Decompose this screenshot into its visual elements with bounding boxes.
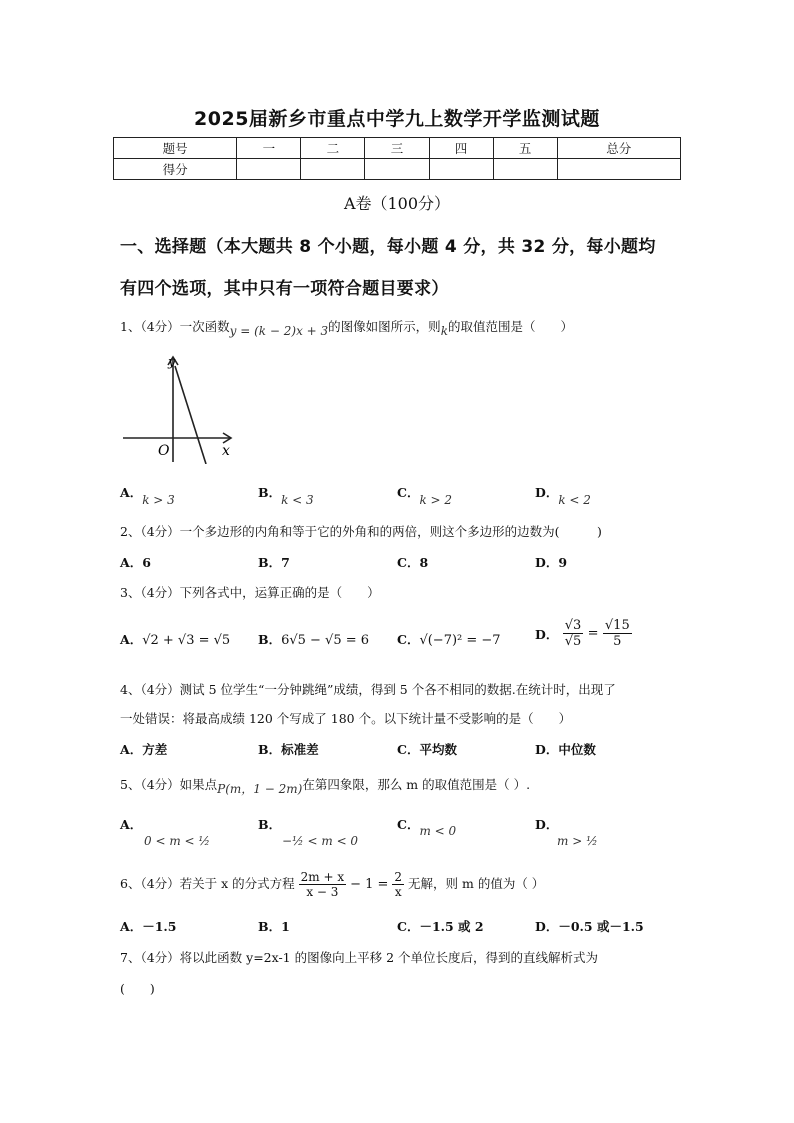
score-table bbox=[113, 137, 681, 180]
q2-option-b[interactable]: B．7 bbox=[258, 555, 290, 570]
q1-graph bbox=[118, 352, 238, 464]
x-axis-label: x bbox=[222, 443, 230, 459]
score-table-score-row bbox=[114, 159, 681, 180]
q1-option-d[interactable]: D．k < 2 bbox=[535, 485, 591, 507]
origin-label: O bbox=[158, 443, 170, 459]
score-header-cell: 一 bbox=[237, 138, 301, 159]
y-axis-label: y bbox=[168, 355, 176, 370]
q2-option-c[interactable]: C．8 bbox=[397, 555, 429, 570]
page-title: 2025届新乡市重点中学九上数学开学监测试题 bbox=[194, 108, 600, 130]
q1-option-c[interactable]: C．k > 2 bbox=[397, 485, 453, 507]
q1-var: k bbox=[440, 324, 448, 338]
q5-option-b[interactable]: B． −½ < m < 0 bbox=[258, 817, 359, 848]
q4-option-d[interactable]: D．中位数 bbox=[535, 742, 596, 757]
q1-option-a[interactable]: A．k > 3 bbox=[120, 485, 175, 507]
q6-prefix: 6、（4分）若关于 x 的分式方程 bbox=[120, 876, 295, 891]
question-3-stem: 3、（4分）下列各式中，运算正确的是（ ） bbox=[120, 585, 380, 600]
q6-minus-one: − 1 = bbox=[350, 877, 389, 892]
q5-prefix: 5、（4分）如果点 bbox=[120, 777, 218, 792]
score-header-cell: 总分 bbox=[557, 138, 680, 159]
score-cell[interactable] bbox=[237, 159, 301, 180]
q4-option-a[interactable]: A．方差 bbox=[120, 742, 168, 757]
score-table-header-row bbox=[114, 138, 681, 159]
score-cell[interactable] bbox=[557, 159, 680, 180]
q5-option-d[interactable]: D． m > ½ bbox=[535, 817, 598, 848]
q1-option-b[interactable]: B．k < 3 bbox=[258, 485, 314, 507]
q6-option-b[interactable]: B．1 bbox=[258, 919, 290, 934]
q4-option-b[interactable]: B．标准差 bbox=[258, 742, 319, 757]
q5-suffix: 在第四象限，那么 m 的取值范围是（ ）. bbox=[302, 777, 531, 792]
q6-option-d[interactable]: D．－0.5 或－1.5 bbox=[535, 919, 644, 934]
q1-prefix: 1、（4分）一次函数 bbox=[120, 319, 230, 334]
score-cell[interactable] bbox=[493, 159, 557, 180]
q1-formula: y = (k − 2)x + 3 bbox=[229, 324, 329, 338]
score-cell[interactable] bbox=[429, 159, 493, 180]
question-4-stem-line2: 一处错误：将最高成绩 120 个写成了 180 个。以下统计量不受影响的是（ ） bbox=[120, 711, 572, 726]
q6-suffix: 无解，则 m 的值为（ ） bbox=[408, 876, 545, 891]
q5-option-c[interactable]: C．m < 0 bbox=[397, 817, 457, 838]
question-2-stem: 2、（4分）一个多边形的内角和等于它的外角和的两倍，则这个多边形的边数为( ) bbox=[120, 524, 602, 539]
score-row-label: 得分 bbox=[114, 159, 237, 180]
question-6-stem bbox=[120, 870, 544, 899]
q3-option-b[interactable]: B．6√5 − √5 = 6 bbox=[258, 632, 370, 648]
score-header-cell: 四 bbox=[429, 138, 493, 159]
function-line bbox=[175, 366, 206, 464]
question-5-stem bbox=[120, 775, 531, 796]
score-header-cell: 五 bbox=[493, 138, 557, 159]
q2-option-a[interactable]: A．6 bbox=[120, 555, 151, 570]
score-header-cell: 二 bbox=[301, 138, 365, 159]
q2-option-d[interactable]: D．9 bbox=[535, 555, 568, 570]
score-cell[interactable] bbox=[365, 159, 429, 180]
score-cell[interactable] bbox=[301, 159, 365, 180]
q3-option-c[interactable]: C．√(−7)² = −7 bbox=[397, 632, 501, 648]
q1-suffix: 的取值范围是（ ） bbox=[447, 319, 573, 334]
question-7-stem-line2: ( ) bbox=[120, 981, 155, 996]
q3-option-d[interactable]: D． $\frac{√3}{√5}$ = $\frac{√15}{5}$ bbox=[535, 618, 630, 649]
score-header-cell: 题号 bbox=[114, 138, 237, 159]
q6-fraction-1: $\frac{2m + x}{x - 3}$ bbox=[300, 870, 345, 899]
question-4-stem-line1: 4、（4分）测试 5 位学生“一分钟跳绳”成绩，得到 5 个各不相同的数据.在统计时，出现了 bbox=[120, 682, 616, 697]
question-1-stem bbox=[120, 317, 573, 338]
score-header-cell: 三 bbox=[365, 138, 429, 159]
q5-point: P(m，1 − 2m) bbox=[217, 782, 303, 796]
q5-option-a[interactable]: A． 0 < m < ½ bbox=[120, 817, 211, 848]
part-one-heading-line2: 有四个选项，其中只有一项符合题目要求） bbox=[120, 279, 449, 299]
q1-mid: 的图像如图所示，则 bbox=[328, 319, 441, 334]
q6-fraction-2: $\frac{2}{x}$ bbox=[394, 870, 403, 899]
q6-option-a[interactable]: A．－1.5 bbox=[120, 919, 177, 934]
q4-option-c[interactable]: C．平均数 bbox=[397, 742, 457, 757]
q6-option-c[interactable]: C．－1.5 或 2 bbox=[397, 919, 484, 934]
q3-option-a[interactable]: A．√2 + √3 = √5 bbox=[120, 632, 231, 648]
section-a-heading: A卷（100分） bbox=[343, 194, 451, 213]
part-one-heading-line1: 一、选择题（本大题共 8 个小题，每小题 4 分，共 32 分，每小题均 bbox=[120, 237, 656, 257]
question-7-stem-line1: 7、（4分）将以此函数 y=2x-1 的图像向上平移 2 个单位长度后，得到的直线解析式为 bbox=[120, 950, 598, 965]
